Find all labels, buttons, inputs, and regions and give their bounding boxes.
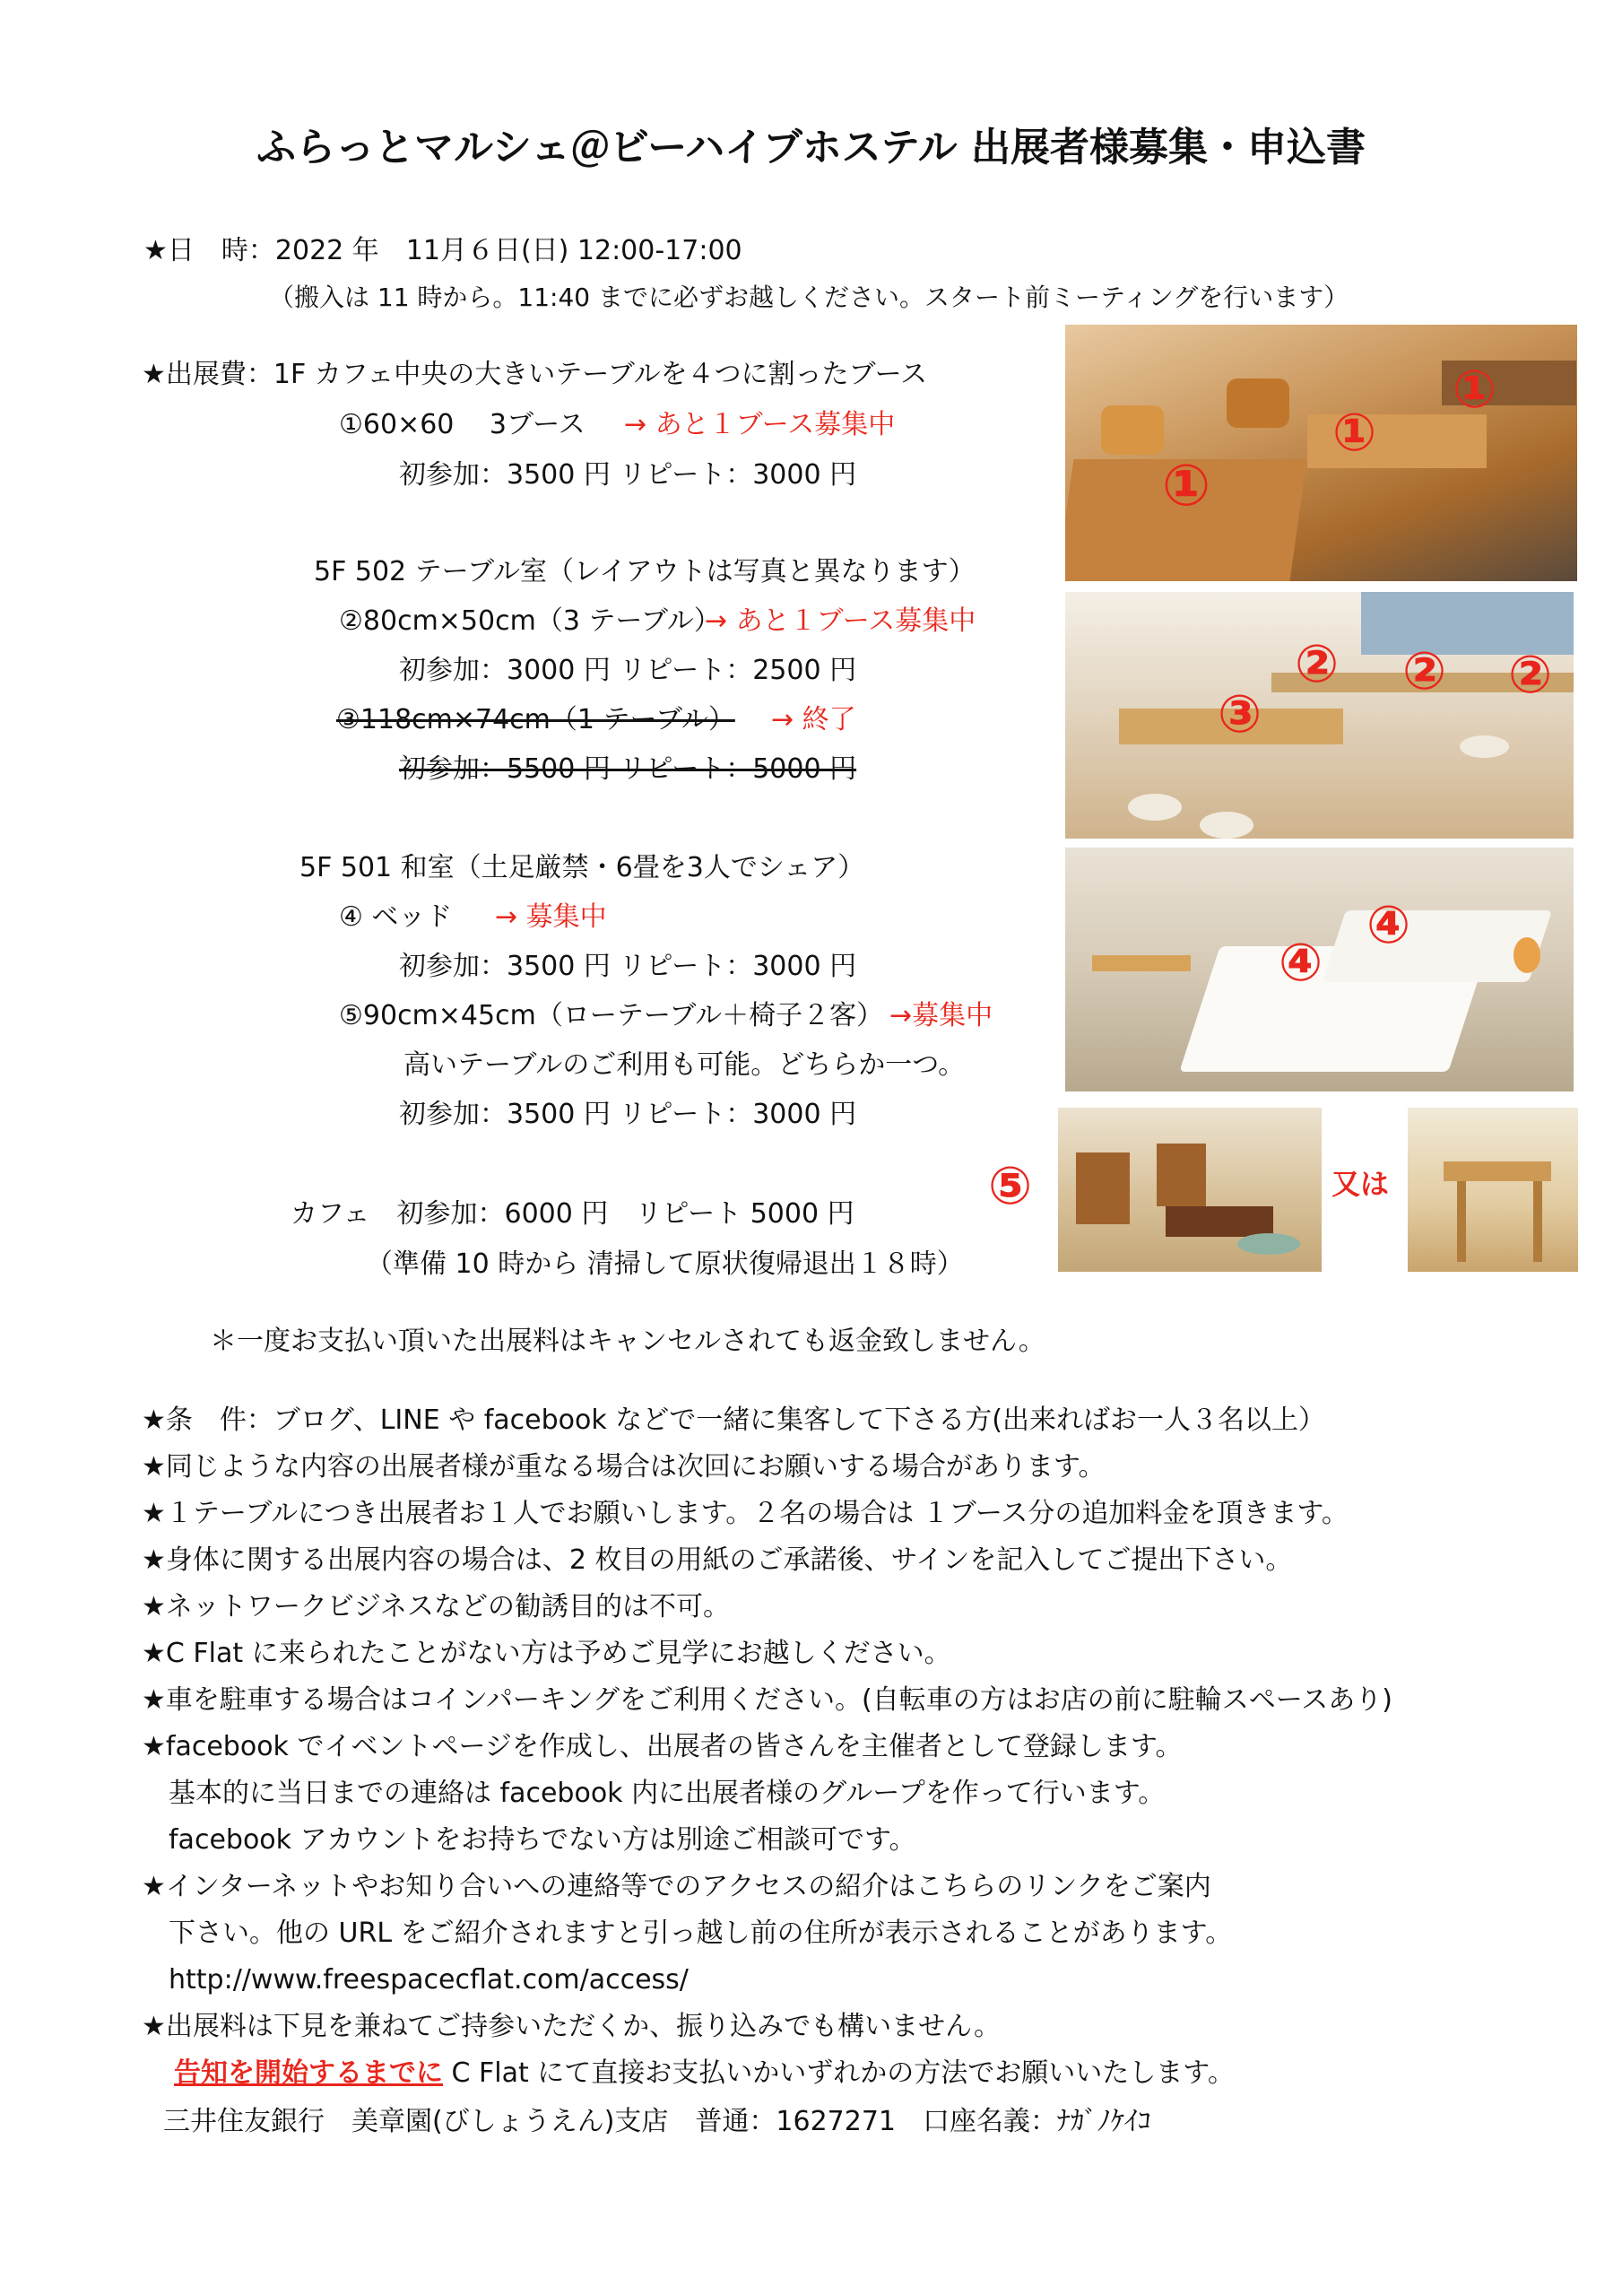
booth5-size: ⑤90cm×45cm（ローテーブル＋椅子２客） — [339, 1000, 884, 1031]
table-leg-shape — [1457, 1181, 1466, 1262]
condition-line: ★同じような内容の出展者様が重なる場合は次回にお願いする場合があります。 — [142, 1451, 1106, 1483]
booth4-size: ④ ベッド — [339, 901, 453, 933]
payment-rest: C Flat にて直接お支払いかいずれかの方法でお願いいたします。 — [443, 2057, 1235, 2089]
schedule-note: （搬入は 11 時から。11:40 までに必ずお越しください。スタート前ミーティングを行います） — [269, 283, 1349, 312]
booth5-price: 初参加：3500 円 リピート：3000 円 — [399, 1099, 857, 1130]
condition-line: ★C Flat に来られたことがない方は予めご見学にお越しください。 — [142, 1638, 951, 1669]
table-shape — [1166, 1206, 1273, 1237]
condition-line: ★身体に関する出展内容の場合は、2 枚目の用紙のご承諾後、サインを記入してご提出下さい。 — [142, 1544, 1293, 1576]
booth5-note: 高いテーブルのご利用も可能。どちらか一つ。 — [403, 1049, 966, 1081]
bank-account: 三井住友銀行 美章園(びしょうえん)支店 普通：1627271 口座名義：ﾅｶﾞﾉｹｲｺ — [163, 2106, 1152, 2137]
condition-line: ★条 件：ブログ、LINE や facebook などで一緒に集客して下さる方(出来ればお一人３名以上） — [142, 1405, 1325, 1436]
cushion-shape — [1101, 405, 1164, 455]
booth4-price: 初参加：3500 円 リピート：3000 円 — [399, 951, 857, 982]
schedule-date: ★日 時：2022 年 11月６日(日) 12:00-17:00 — [143, 235, 742, 266]
stool-shape — [1460, 735, 1509, 758]
cushion-shape — [1227, 378, 1289, 428]
photo-high-table — [1408, 1108, 1578, 1272]
condition-line: ★facebook でイベントページを作成し、出展者の皆さんを主催者として登録します。 — [142, 1731, 1183, 1762]
booth1-size: ①60×60 3ブース — [339, 409, 585, 440]
booth5-photo-label: ⑤ — [988, 1155, 1033, 1216]
booth4-status: → 募集中 — [495, 901, 607, 933]
booth3-price: 初参加：5500 円 リピート：5000 円 — [399, 753, 857, 785]
photo-label: ② — [1508, 644, 1553, 705]
chair-shape — [1157, 1144, 1206, 1206]
room-501-heading: 5F 501 和室（土足厳禁・6畳を3人でシェア） — [299, 852, 865, 883]
table-shape — [1444, 1161, 1551, 1181]
condition-line: facebook アカウントをお持ちでない方は別途ご相談可です。 — [142, 1824, 916, 1856]
photo-label: ① — [1332, 402, 1377, 463]
booth1-status: → あと１ブース募集中 — [624, 409, 896, 440]
booth1-price: 初参加：3500 円 リピート：3000 円 — [399, 459, 857, 491]
booth2-size: ②80cm×50cm（3 テーブル） — [339, 605, 721, 637]
booth3-status: → 終了 — [771, 704, 856, 735]
photo-label: ④ — [1279, 932, 1323, 993]
chair-shape — [1076, 1152, 1130, 1224]
access-url[interactable]: http://www.freespacecflat.com/access/ — [142, 1964, 689, 1996]
condition-line: ★１テーブルにつき出展者お１人でお願いします。２名の場合は １ブース分の追加料金を頂きます。 — [142, 1498, 1349, 1529]
table-leg-shape — [1533, 1181, 1542, 1262]
or-label: 又は — [1331, 1167, 1390, 1201]
photo-label: ④ — [1366, 894, 1411, 955]
condition-line: 下さい。他の URL をご紹介されますと引っ越し前の住所が表示されることがあります。 — [142, 1918, 1233, 1949]
photo-label: ② — [1295, 633, 1340, 694]
lamp-shape — [1514, 937, 1540, 973]
page-title: ふらっとマルシェ＠ビーハイブホステル 出展者様募集・申込書 — [256, 125, 1366, 170]
booth3-size: ③118cm×74cm（1 テーブル） — [336, 704, 735, 735]
cafe-note: （準備 10 時から 清掃して原状復帰退出１８時） — [366, 1248, 964, 1280]
stool-shape — [1128, 794, 1182, 821]
cafe-price: カフェ 初参加：6000 円 リピート 5000 円 — [291, 1198, 854, 1230]
payment-emphasis: 告知を開始するまでに — [174, 2057, 443, 2089]
photo-beds — [1065, 848, 1574, 1091]
booth2-status: → あと１ブース募集中 — [705, 605, 976, 637]
photo-cafe-tables — [1065, 325, 1577, 581]
cushion-shape — [1237, 1233, 1300, 1255]
booth5-status: →募集中 — [889, 1000, 993, 1031]
booth2-price: 初参加：3000 円 リピート：2500 円 — [399, 655, 857, 686]
condition-line: ★ネットワークビジネスなどの勧誘目的は不可。 — [142, 1591, 730, 1622]
payment-line — [174, 2057, 1235, 2090]
photo-table-room — [1065, 592, 1574, 839]
photo-label: ③ — [1218, 683, 1262, 744]
fee-heading: ★出展費：1F カフェ中央の大きいテーブルを４つに割ったブース — [142, 359, 928, 390]
photo-label: ① — [1162, 453, 1211, 519]
room-502-heading: 5F 502 テーブル室（レイアウトは写真と異なります） — [314, 556, 976, 587]
refund-note: ＊一度お支払い頂いた出展料はキャンセルされても返金致しません。 — [210, 1326, 1045, 1357]
condition-line: ★車を駐車する場合はコインパーキングをご利用ください。(自転車の方はお店の前に駐輪スペースあり) — [142, 1684, 1392, 1716]
photo-low-table — [1058, 1108, 1322, 1272]
desk-shape — [1092, 955, 1191, 971]
photo-label: ② — [1402, 640, 1447, 701]
condition-line: 基本的に当日までの連絡は facebook 内に出展者様のグループを作って行います。 — [142, 1778, 1166, 1809]
condition-line: ★インターネットやお知り合いへの連絡等でのアクセスの紹介はこちらのリンクをご案内 — [142, 1871, 1211, 1902]
stool-shape — [1200, 812, 1253, 839]
condition-line: ★出展料は下見を兼ねてご持参いただくか、振り込みでも構いません。 — [142, 2011, 1001, 2042]
photo-label: ① — [1453, 359, 1497, 420]
